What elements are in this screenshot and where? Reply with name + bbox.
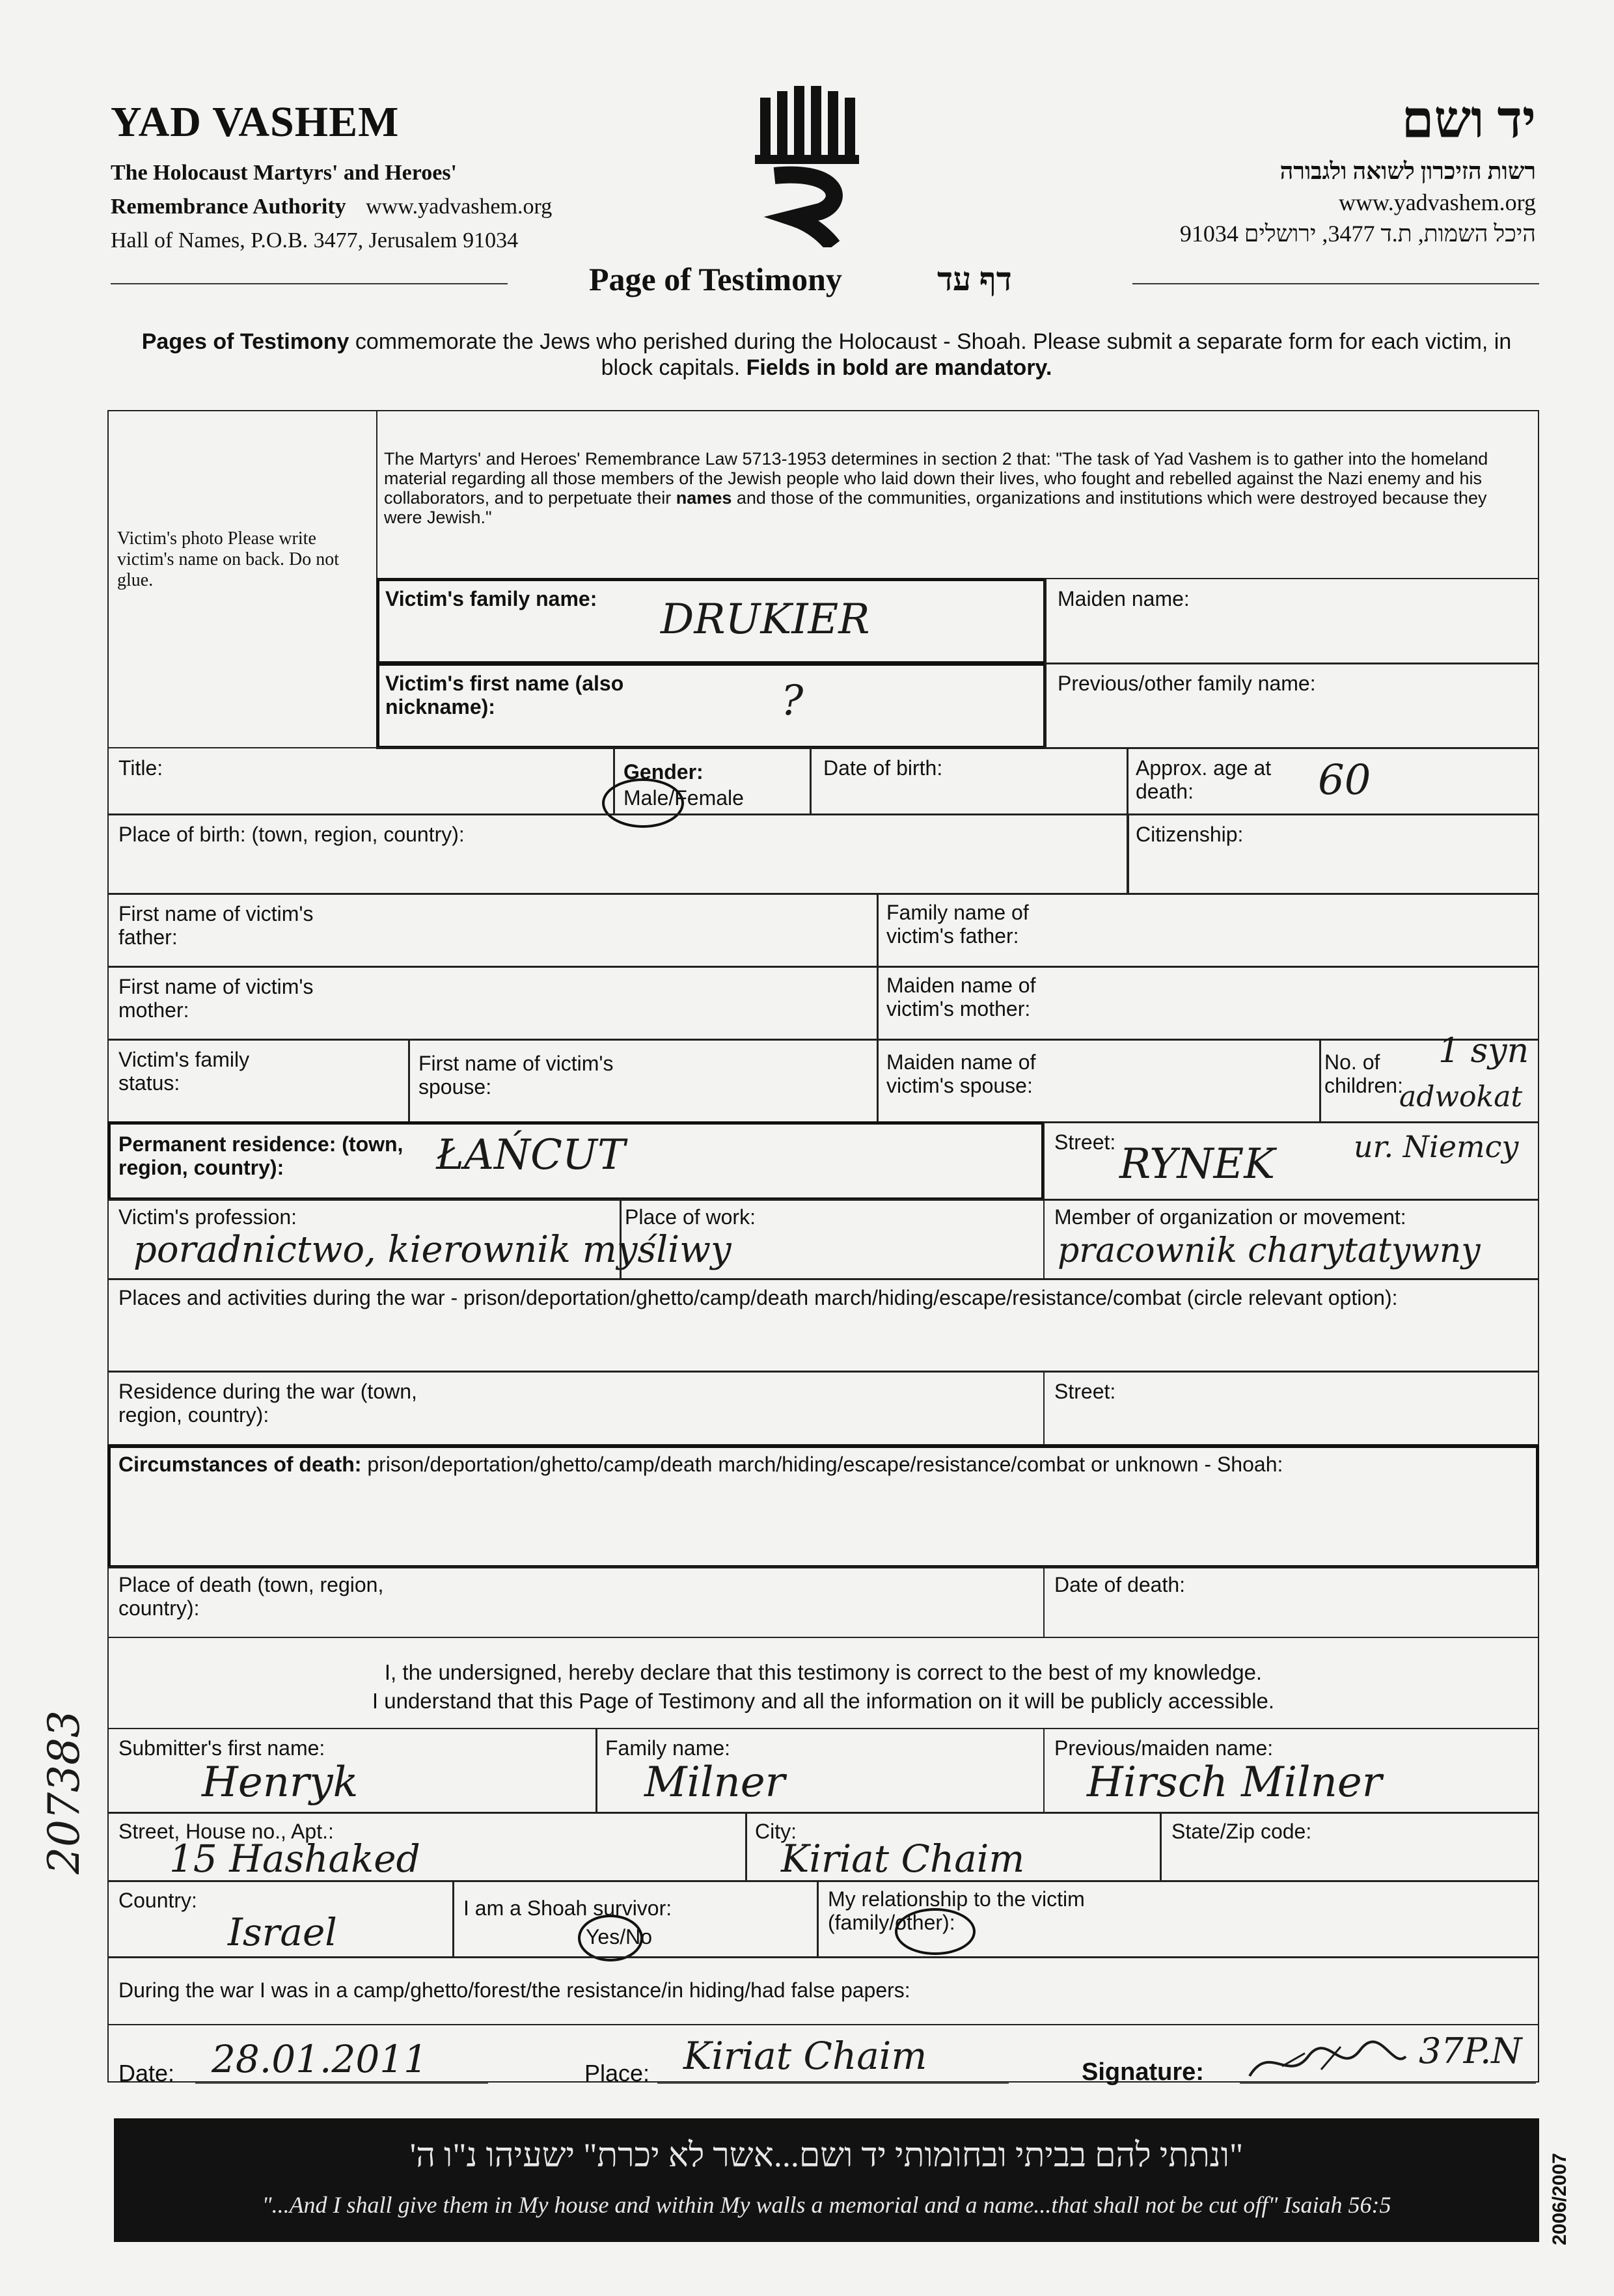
form-title: Page of Testimony xyxy=(589,261,842,297)
dob-label: Date of birth: xyxy=(823,756,943,780)
org-subtitle-2: Remembrance Authority xyxy=(111,195,346,219)
residence-value: ŁAŃCUT xyxy=(436,1131,625,1179)
residence-label: Permanent residence: (town, region, country): xyxy=(118,1132,404,1179)
circumstances-label: Circumstances of death: xyxy=(118,1453,362,1476)
street-value: RYNEK xyxy=(1119,1140,1275,1188)
family-name-value: DRUKIER xyxy=(661,595,870,644)
date-death-label: Date of death: xyxy=(1054,1573,1186,1596)
sub-family-label: Family name: xyxy=(605,1736,731,1760)
heb-address: היכל השמות, ת.ד 3477, ירושלים 91034 xyxy=(1179,221,1536,247)
previous-family-label: Previous/other family name: xyxy=(1058,672,1316,695)
survivor-label: I am a Shoah survivor: xyxy=(463,1896,672,1920)
org-name: YAD VASHEM xyxy=(111,98,400,146)
age-label: Approx. age at death: xyxy=(1136,756,1272,803)
place-label: Place: xyxy=(584,2060,650,2086)
family-name-label: Victim's family name: xyxy=(385,587,597,610)
law-bold: names xyxy=(676,488,732,508)
sub-street-value: 15 Hashaked xyxy=(169,1837,420,1881)
heb-subtitle: רשות הזיכרון לשואה ולגבורה xyxy=(1279,158,1536,184)
org-subtitle-1: The Holocaust Martyrs' and Heroes' xyxy=(111,161,457,185)
during-war-label: During the war I was in a camp/ghetto/forest/the resistance/in hiding/had false papers: xyxy=(118,1978,910,2002)
spouse-maiden-label: Maiden name of victim's spouse: xyxy=(886,1050,1036,1097)
street-note: ur. Niemcy xyxy=(1354,1129,1519,1164)
age-value: 60 xyxy=(1318,756,1371,804)
first-name-label: Victim's first name (also nickname): xyxy=(385,672,624,718)
father-family-label: Family name of victim's father: xyxy=(886,901,1029,948)
date-label: Date: xyxy=(118,2060,175,2086)
date-value: 28.01.2011 xyxy=(212,2037,428,2081)
signature-label: Signature: xyxy=(1082,2058,1204,2086)
org-address: Hall of Names, P.O.B. 3477, Jerusalem 91034 xyxy=(111,228,519,253)
date-rule xyxy=(195,2083,488,2084)
member-value: pracownik charytatywny xyxy=(1058,1231,1481,1270)
relationship-other-circle xyxy=(895,1908,976,1955)
sub-country-value: Israel xyxy=(228,1910,337,1954)
place-death-label: Place of death (town, region, country): xyxy=(118,1573,384,1620)
survivor-yes-circle xyxy=(578,1915,643,1961)
org-website: www.yadvashem.org xyxy=(366,195,553,219)
declaration xyxy=(107,1658,1539,1715)
mother-first-label: First name of victim's mother: xyxy=(118,975,314,1022)
children-label: No. of children: xyxy=(1324,1050,1403,1097)
footer-eng-quote: "...And I shall give them in My house and within My walls a memorial and a name...that shall not be cut off" Isaiah 56:5 xyxy=(262,2192,1391,2218)
maiden-name-label: Maiden name: xyxy=(1058,587,1190,610)
gender-options: Male/Female xyxy=(623,786,744,810)
family-status-label: Victim's family status: xyxy=(118,1048,250,1095)
intro-text xyxy=(124,329,1529,381)
side-number: 207383 xyxy=(39,1710,89,1874)
intro-body: commemorate the Jews who perished during the Holocaust - Shoah. Please submit a separate form for each victim, in block capitals. xyxy=(349,329,1512,380)
sub-city-label: City: xyxy=(755,1820,797,1843)
father-first-label: First name of victim's father: xyxy=(118,902,314,949)
sub-first-label: Submitter's first name: xyxy=(118,1736,325,1760)
title-label: Title: xyxy=(118,756,163,780)
title-rule-left xyxy=(111,283,508,284)
children-note: adwokat xyxy=(1399,1080,1523,1114)
first-name-value: ? xyxy=(781,677,804,725)
sub-prev-label: Previous/maiden name: xyxy=(1054,1736,1274,1760)
footer-heb-quote: "ונתתי להם בביתי ובחומותי יד ושם...אשר לא יכרת" ישעיהו נ"ו ה' xyxy=(409,2137,1244,2174)
relationship-label: My relationship to the victim (family/other): xyxy=(828,1887,1085,1934)
declaration-line-2: I understand that this Page of Testimony and all the information on it will be publicly accessible. xyxy=(372,1689,1275,1713)
form-title-heb: דף עד xyxy=(937,261,1012,297)
pob-label: Place of birth: (town, region, country): xyxy=(118,823,465,846)
spouse-first-label: First name of victim's spouse: xyxy=(418,1052,614,1099)
sub-street-label: Street, House no., Apt.: xyxy=(118,1820,334,1843)
law-tail: and those of the communities, organizations and institutions which were destroyed because they were Jewish." xyxy=(384,488,1487,527)
war-residence-label: Residence during the war (town, region, country): xyxy=(118,1380,417,1427)
sub-state-label: State/Zip code: xyxy=(1171,1820,1312,1843)
law-body: The Martyrs' and Heroes' Remembrance Law 5713-1953 determines in section 2 that: "The task of Yad Vashem is to gather into the homeland material regarding all those members of the Jewish people who laid down their lives, who fought and rebelled against the Nazi enemy and his collaborators, and to perpetuate their xyxy=(384,449,1488,508)
member-label: Member of organization or movement: xyxy=(1054,1205,1406,1229)
declaration-line-1: I, the undersigned, hereby declare that this testimony is correct to the best of my knowledge. xyxy=(384,1660,1263,1684)
place-value: Kiriat Chaim xyxy=(683,2034,927,2078)
circumstances-options: prison/deportation/ghetto/camp/death march/hiding/escape/resistance/combat or unknown - Shoah: xyxy=(361,1453,1283,1476)
form-code: 2006/2007 xyxy=(1549,2153,1570,2245)
street-label: Street: xyxy=(1054,1130,1116,1154)
photo-label: Victim's photo Please write victim's name on back. Do not glue. xyxy=(117,528,339,590)
profession-label: Victim's profession: xyxy=(118,1205,297,1229)
heb-org-name: יד ושם xyxy=(1401,92,1536,149)
workplace-label: Place of work: xyxy=(625,1205,756,1229)
intro-bold-note: Fields in bold are mandatory. xyxy=(746,355,1052,380)
gender-label: Gender: xyxy=(623,760,704,784)
signature-value: 37P.N xyxy=(1419,2030,1522,2071)
war-street-label: Street: xyxy=(1054,1380,1116,1403)
heb-website: www.yadvashem.org xyxy=(1339,189,1536,215)
sub-country-label: Country: xyxy=(118,1889,197,1912)
sub-first-value: Henryk xyxy=(202,1758,359,1807)
law-text xyxy=(384,449,1529,527)
profession-value: poradnictwo, kierownik myśliwy xyxy=(133,1229,732,1271)
war-street-field[interactable] xyxy=(1043,1371,1539,1445)
signature-scribble xyxy=(1243,2037,1412,2089)
children-value: 1 syn xyxy=(1438,1032,1529,1071)
footer-banner xyxy=(114,2118,1539,2242)
sub-prev-value: Hirsch Milner xyxy=(1087,1758,1382,1807)
war-places-label: Places and activities during the war - prison/deportation/ghetto/camp/death march/hiding/escape/resistance/combat (circle relevant option): xyxy=(118,1286,1398,1309)
citizenship-label: Citizenship: xyxy=(1136,823,1244,846)
title-rule-right xyxy=(1132,283,1539,284)
sub-city-value: Kiriat Chaim xyxy=(781,1837,1025,1881)
place-rule xyxy=(657,2083,1009,2084)
sub-family-value: Milner xyxy=(644,1758,786,1807)
title-field[interactable] xyxy=(107,747,615,815)
intro-lead: Pages of Testimony xyxy=(141,329,349,354)
mother-maiden-label: Maiden name of victim's mother: xyxy=(886,974,1036,1020)
yad-vashem-logo xyxy=(748,78,872,247)
survivor-options: Yes/No xyxy=(586,1925,652,1948)
